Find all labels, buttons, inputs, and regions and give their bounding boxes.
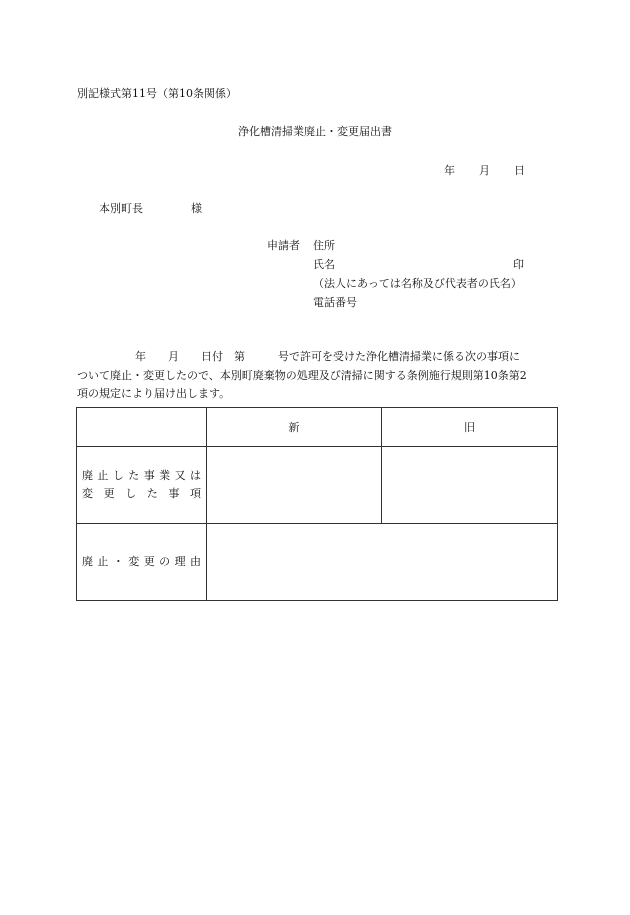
table-header-row xyxy=(77,408,558,447)
addressee-honorific: 様 xyxy=(191,202,202,215)
applicant-address-label: 住所 xyxy=(313,239,335,252)
changed-items-label-line1: 廃止した事業又は xyxy=(82,469,201,482)
date-month: 月 xyxy=(479,164,490,177)
applicant-label: 申請者 xyxy=(267,239,300,252)
form-number: 別記様式第11号（第10条関係） xyxy=(77,87,237,100)
applicant-name-label: 氏名 xyxy=(313,258,335,271)
addressee xyxy=(99,200,202,216)
corporation-note: （法人にあっては名称及び代表者の氏名） xyxy=(313,277,522,290)
table-row-reason xyxy=(77,524,558,601)
reason-cell[interactable] xyxy=(207,524,558,601)
changed-items-new-cell[interactable] xyxy=(207,447,382,524)
changes-table xyxy=(76,407,558,601)
header-new: 新 xyxy=(207,408,382,447)
table-row-changed-items xyxy=(77,447,558,524)
date-year: 年 xyxy=(444,164,455,177)
header-blank-cell xyxy=(77,408,207,447)
body-line-3: 項の規定により届け出します。 xyxy=(77,387,231,400)
document-title: 浄化槽清掃業廃止・変更届出書 xyxy=(238,125,392,138)
body-line-1: 年 月 日付 第 号で許可を受けた浄化槽清掃業に係る次の事項に xyxy=(135,350,520,363)
body-line-2: ついて廃止・変更したので、本別町廃棄物の処理及び清掃に関する条例施行規則第10条第2 xyxy=(77,368,527,382)
date-line xyxy=(444,162,525,178)
reason-label xyxy=(77,524,207,601)
header-old: 旧 xyxy=(382,408,558,447)
body-text xyxy=(77,348,557,404)
date-day: 日 xyxy=(514,164,525,177)
reason-label-text: 廃止・変更の理由 xyxy=(82,555,201,568)
addressee-mayor: 本別町長 xyxy=(99,202,143,215)
seal-mark: 印 xyxy=(513,258,524,271)
changed-items-label xyxy=(77,447,207,524)
changed-items-label-line2: 変更した事項 xyxy=(82,487,201,500)
changed-items-old-cell[interactable] xyxy=(382,447,558,524)
applicant-phone-label: 電話番号 xyxy=(313,296,357,309)
